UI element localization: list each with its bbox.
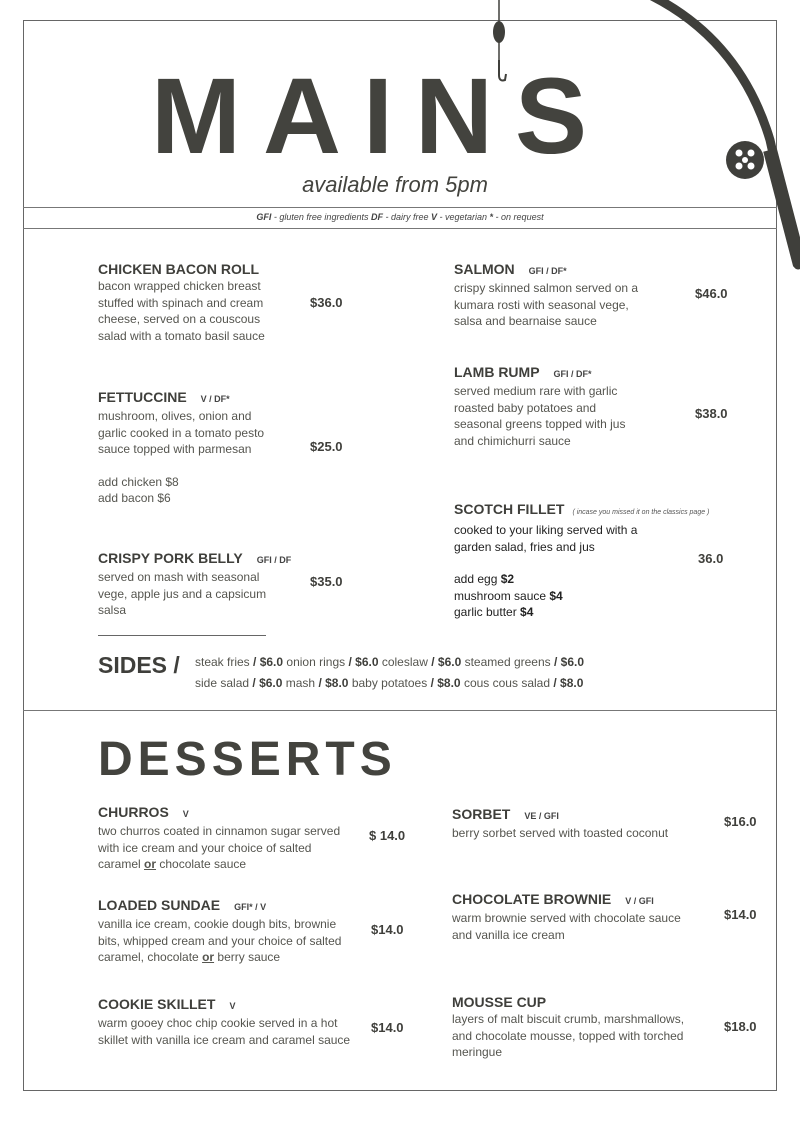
side-item: side salad / $6.0 (195, 676, 283, 690)
item-extra: add bacon $6 (98, 491, 171, 505)
side-item: steak fries / $6.0 (195, 655, 284, 669)
side-price: $6.0 (259, 676, 283, 690)
item-name: LOADED SUNDAE (98, 897, 221, 913)
item-name: CHOCOLATE BROWNIE (452, 891, 612, 907)
dietary-tag: V (229, 1001, 236, 1011)
desserts-title: DESSERTS (98, 733, 397, 786)
item-price: $14.0 (371, 1020, 404, 1035)
legend-code: * (489, 212, 494, 222)
side-item: coleslaw / $6.0 (381, 655, 462, 669)
legend-text: - dairy free (382, 212, 431, 222)
side-item: baby potatoes / $8.0 (351, 676, 461, 690)
menu-item (452, 993, 707, 1061)
divider (23, 710, 777, 711)
side-price: $6.0 (560, 655, 585, 669)
item-price: $14.0 (371, 922, 404, 937)
side-price: $8.0 (437, 676, 461, 690)
side-item: mash / $8.0 (285, 676, 349, 690)
side-price: $6.0 (437, 655, 462, 669)
dietary-tag: VE / GFI (524, 811, 559, 821)
item-extra: add egg $2 (454, 572, 515, 586)
item-extra: mushroom sauce $4 (454, 588, 563, 603)
item-extra: garlic butter $4 (454, 605, 534, 619)
page-title: MAINS (151, 55, 609, 176)
item-name: FETTUCCINE (98, 389, 187, 405)
item-description: bacon wrapped chicken breast stuffed with spinach and cream cheese, served on a couscous salad with a tomato basil sauce (98, 279, 265, 343)
menu-item (452, 805, 707, 842)
item-price: $16.0 (724, 814, 757, 829)
legend-code: DF (370, 212, 383, 222)
item-price: $36.0 (310, 295, 343, 310)
item-name: CRISPY PORK BELLY (98, 550, 243, 566)
availability-subtitle: available from 5pm (302, 172, 488, 197)
item-name: SALMON (454, 261, 515, 277)
item-description: served medium rare with garlic roasted baby potatoes and seasonal greens topped with jus and chimichurri sauce (454, 384, 626, 448)
divider (98, 635, 266, 636)
legend-text: - vegetarian (437, 212, 490, 222)
item-name: LAMB RUMP (454, 364, 540, 380)
side-price: $6.0 (259, 655, 284, 669)
menu-item (454, 500, 710, 621)
item-price: $35.0 (310, 574, 343, 589)
menu-item (98, 803, 348, 873)
item-price: 36.0 (698, 551, 724, 566)
side-price: $6.0 (355, 655, 379, 669)
menu-item (98, 549, 292, 619)
dietary-tag: V / DF* (200, 394, 230, 404)
side-item: cous cous salad / $8.0 (463, 676, 584, 690)
legend-text: - on request (493, 212, 544, 222)
item-description: layers of malt biscuit crumb, marshmallows, and chocolate mousse, topped with torched meringue (452, 1012, 685, 1059)
item-description: two churros coated in cinnamon sugar served with ice cream and your choice of salted caramel or chocolate sauce (98, 824, 341, 871)
item-description: mushroom, olives, onion and garlic cooked in a tomato pesto sauce topped with parmesan (98, 409, 265, 456)
item-description: served on mash with seasonal vege, apple jus and a capsicum salsa (98, 570, 267, 617)
side-name: side salad (195, 676, 250, 690)
dietary-tag: GFI / DF* (553, 369, 592, 379)
item-price: $18.0 (724, 1019, 757, 1034)
item-note: ( incase you missed it on the classics page ) (572, 509, 710, 516)
dietary-tag: V / GFI (625, 896, 654, 906)
side-name: steamed greens (464, 655, 551, 669)
side-name: mash (285, 676, 316, 690)
item-price: $14.0 (724, 907, 757, 922)
item-name: COOKIE SKILLET (98, 996, 216, 1012)
item-description: warm brownie served with chocolate sauce and vanilla ice cream (452, 911, 681, 942)
item-price: $25.0 (310, 439, 343, 454)
side-item: steamed greens / $6.0 (464, 655, 585, 669)
item-name: SORBET (452, 806, 511, 822)
dietary-tag: V (182, 809, 189, 819)
item-price: $46.0 (695, 286, 728, 301)
item-description: warm gooey choc chip cookie served in a hot skillet with vanilla ice cream and caramel sauce (98, 1016, 351, 1047)
menu-item (98, 260, 283, 344)
item-extra: add chicken $8 (98, 474, 179, 489)
sides-title: SIDES / (98, 652, 180, 678)
dietary-legend (0, 211, 800, 223)
item-name: CHURROS (98, 804, 169, 820)
dietary-tag: GFI / DF* (528, 266, 567, 276)
dietary-tag: GFI / DF (256, 555, 292, 565)
side-price: $8.0 (325, 676, 349, 690)
menu-item (452, 890, 702, 943)
item-description: berry sorbet served with toasted coconut (452, 826, 669, 840)
item-price: $ 14.0 (369, 828, 406, 843)
side-name: onion rings (286, 655, 346, 669)
side-name: baby potatoes (351, 676, 428, 690)
menu-item (454, 260, 654, 330)
item-description: vanilla ice cream, cookie dough bits, brownie bits, whipped cream and your choice of salted caramel, chocolate or berry sauce (98, 917, 342, 964)
side-name: coleslaw (381, 655, 428, 669)
item-name: CHICKEN BACON ROLL (98, 261, 259, 277)
side-price: $8.0 (560, 676, 584, 690)
menu-item (98, 388, 283, 507)
legend-code: V (430, 212, 437, 222)
item-name: MOUSSE CUP (452, 994, 547, 1010)
item-description: cooked to your liking served with a garden salad, fries and jus (454, 523, 638, 554)
side-name: steak fries (195, 655, 250, 669)
menu-item (98, 896, 353, 966)
legend-code: GFI (256, 212, 272, 222)
item-name: SCOTCH FILLET (454, 501, 565, 517)
menu-item (454, 363, 644, 449)
item-description: crispy skinned salmon served on a kumara rosti with seasonal vege, salsa and bearnaise sauce (454, 281, 639, 328)
sides-list (195, 652, 765, 694)
menu-item (98, 995, 353, 1048)
side-name: cous cous salad (463, 676, 551, 690)
item-price: $38.0 (695, 406, 728, 421)
side-item: onion rings / $6.0 (286, 655, 379, 669)
dietary-tag: GFI* / V (234, 902, 267, 912)
legend-text: - gluten free ingredients (271, 212, 371, 222)
